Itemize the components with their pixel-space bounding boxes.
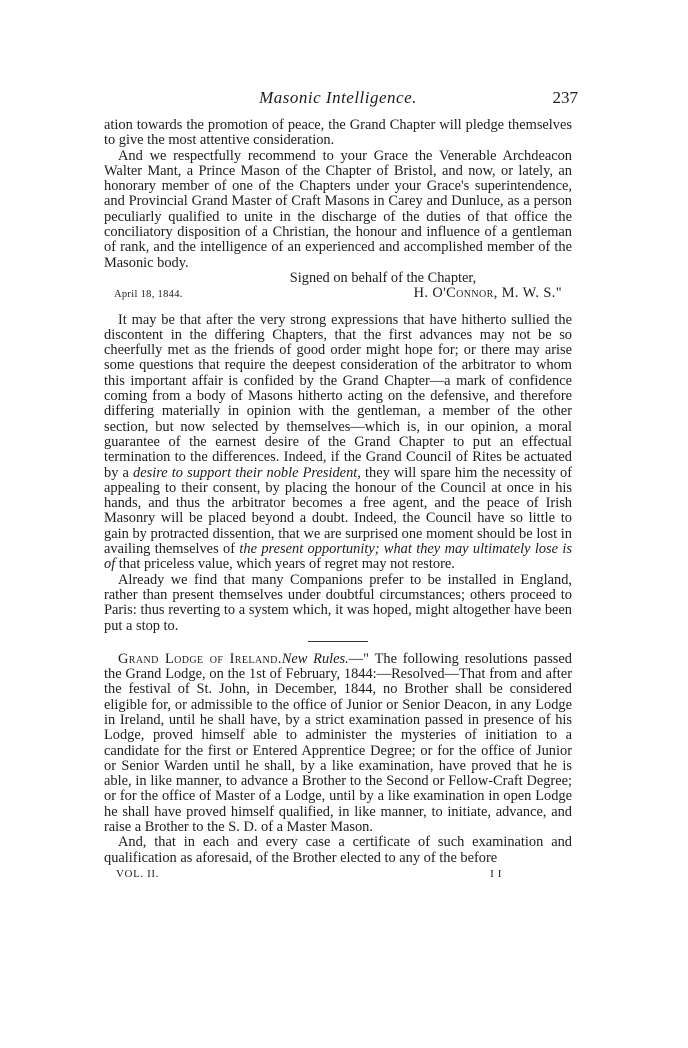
paragraph-recommendation: And we respectfully recommend to your Grace the Venerable Archdeacon Walter Mant, a Prince Mason of the Chapter of Bristol, and now, or lately, an honorary member of one of the Chapters under your Grace's superintendence, and Provincial Grand Master of Craft Masons in Carey and Dunluce, as a person peculiarly qualified to unite in the discharge of the duties of that office the conciliatory disposition of a Christian, the honour and influence of a gentleman of rank, and the intelligence of an experienced and accomplished member of the Masonic body. (104, 147, 572, 271)
book-page (104, 88, 578, 880)
section-divider (308, 641, 368, 642)
commentary-italic-2: the present opportunity; what they may ultimately lose is of (104, 541, 572, 573)
article-subheading: New Rules. (281, 650, 349, 667)
signature-mark: I I (490, 867, 502, 880)
paragraph-continuation: ation towards the promotion of peace, the Grand Chapter will pledge themselves to give the most attentive consideration. (104, 117, 572, 149)
signature-date: April 18, 1844. (114, 289, 183, 301)
commentary-text-3: that priceless value, which years of regret may not restore. (115, 556, 455, 573)
paragraph-companions: Already we find that many Companions prefer to be installed in England, rather than present themselves under doubtful circumstances; others proceed to Paris: thus reverting to a system which, it was hoped, might altogether have been put a stop to. (104, 571, 572, 634)
volume-label: VOL. II. (116, 867, 159, 880)
article-heading: Grand Lodge of Ireland. (118, 650, 282, 667)
signature-statement: Signed on behalf of the Chapter, (289, 269, 477, 286)
page-number: 237 (552, 88, 578, 107)
commentary-text-2: they will spare him the necessity of appealing to their consent, by placing the honour of the Council at once in his hands, and thus the arbitrator becomes a free agent, and the peace of Irish Masonry will be placed beyond a doubt. Indeed, the Council have so little to gain by protracted dissention, that we are surprised one moment should be lost in availing themselves of (104, 464, 572, 558)
paragraph-commentary (104, 313, 572, 573)
running-head (104, 88, 578, 112)
paragraph-certificate: And, that in each and every case a certificate of such examination and qualification as aforesaid, of the Brother elected to any of the before (104, 834, 572, 866)
paragraph-grand-lodge (104, 652, 572, 836)
signature-row (104, 286, 572, 302)
running-title: Masonic Intelligence. (259, 88, 417, 107)
commentary-italic-1: desire to support their noble President, (133, 464, 361, 481)
commentary-text-1: It may be that after the very strong expressions that have hitherto sullied the discontent in the differing Chapters, that the first advances may not be so cheerfully met as the friends of good order might hope for; or there may arise some questions that require the deepest consideration of the arbitrator to whom this important affair is confided by the Grand Chapter—a mark of confidence coming from a body of Masons hitherto acting on the defensive, and therefore differing materially in opinion with the gentleman, a member of the other section, but now selected by themselves—which is, in our opinion, a moral guarantee of the earnest desire of the Grand Chapter to put an effectual termination to the differences. Indeed, if the Grand Council of Rites be actuated by a (104, 311, 572, 481)
signatory-name: H. O'Connor, M. W. S." (413, 285, 562, 302)
grand-lodge-text: —" The following resolutions passed the Grand Lodge, on the 1st of February, 1844:—Resolved—That from and after the festival of St. John, in December, 1844, no Brother shall be considered eligible for, or admissible to the office of Junior or Senior Deacon, in any Lodge in Ireland, until he shall have, by a strict examination passed in presence of his Lodge, proved himself able to administer the mysteries of initiation to a candidate for the first or Entered Apprentice Degree; or for the office of Junior or Senior Warden until he shall, by a like examination, have proved that he is able, in like manner, to advance a Brother to the Second or Fellow-Craft Degree; or for the office of Master of a Lodge, until by a like examination in open Lodge he shall have proved himself qualified, in like manner, to initiate, advance, and raise a Brother to the S. D. of a Master Mason. (104, 650, 572, 836)
page-footer (104, 868, 572, 880)
